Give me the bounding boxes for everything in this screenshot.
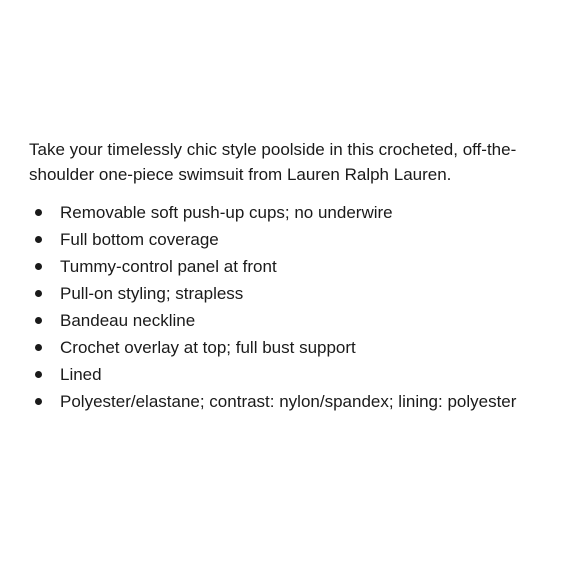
bullet-icon: [35, 398, 42, 405]
feature-item: [29, 199, 559, 226]
feature-item: [29, 307, 559, 334]
product-description: [29, 137, 559, 414]
bullet-icon: [35, 344, 42, 351]
bullet-icon: [35, 209, 42, 216]
intro-paragraph: Take your timelessly chic style poolside in this crocheted, off-the-shoulder one-piece swimsuit from Lauren Ralph Lauren.: [29, 140, 517, 184]
feature-text: Lined: [60, 365, 102, 384]
bullet-icon: [35, 371, 42, 378]
feature-item: [29, 253, 559, 280]
feature-item: [29, 361, 559, 388]
feature-text: Polyester/elastane; contrast: nylon/spandex; lining: polyester: [60, 392, 517, 411]
bullet-icon: [35, 263, 42, 270]
feature-text: Removable soft push-up cups; no underwire: [60, 203, 393, 222]
feature-item: [29, 388, 559, 414]
feature-text: Crochet overlay at top; full bust support: [60, 338, 356, 357]
feature-text: Tummy-control panel at front: [60, 257, 277, 276]
feature-item: [29, 334, 559, 361]
feature-text: Full bottom coverage: [60, 230, 219, 249]
feature-text: Pull-on styling; strapless: [60, 284, 244, 303]
bullet-icon: [35, 236, 42, 243]
feature-item: [29, 280, 559, 307]
bullet-icon: [35, 317, 42, 324]
feature-text: Bandeau neckline: [60, 311, 196, 330]
bullet-icon: [35, 290, 42, 297]
feature-list: [29, 199, 559, 414]
feature-item: [29, 226, 559, 253]
